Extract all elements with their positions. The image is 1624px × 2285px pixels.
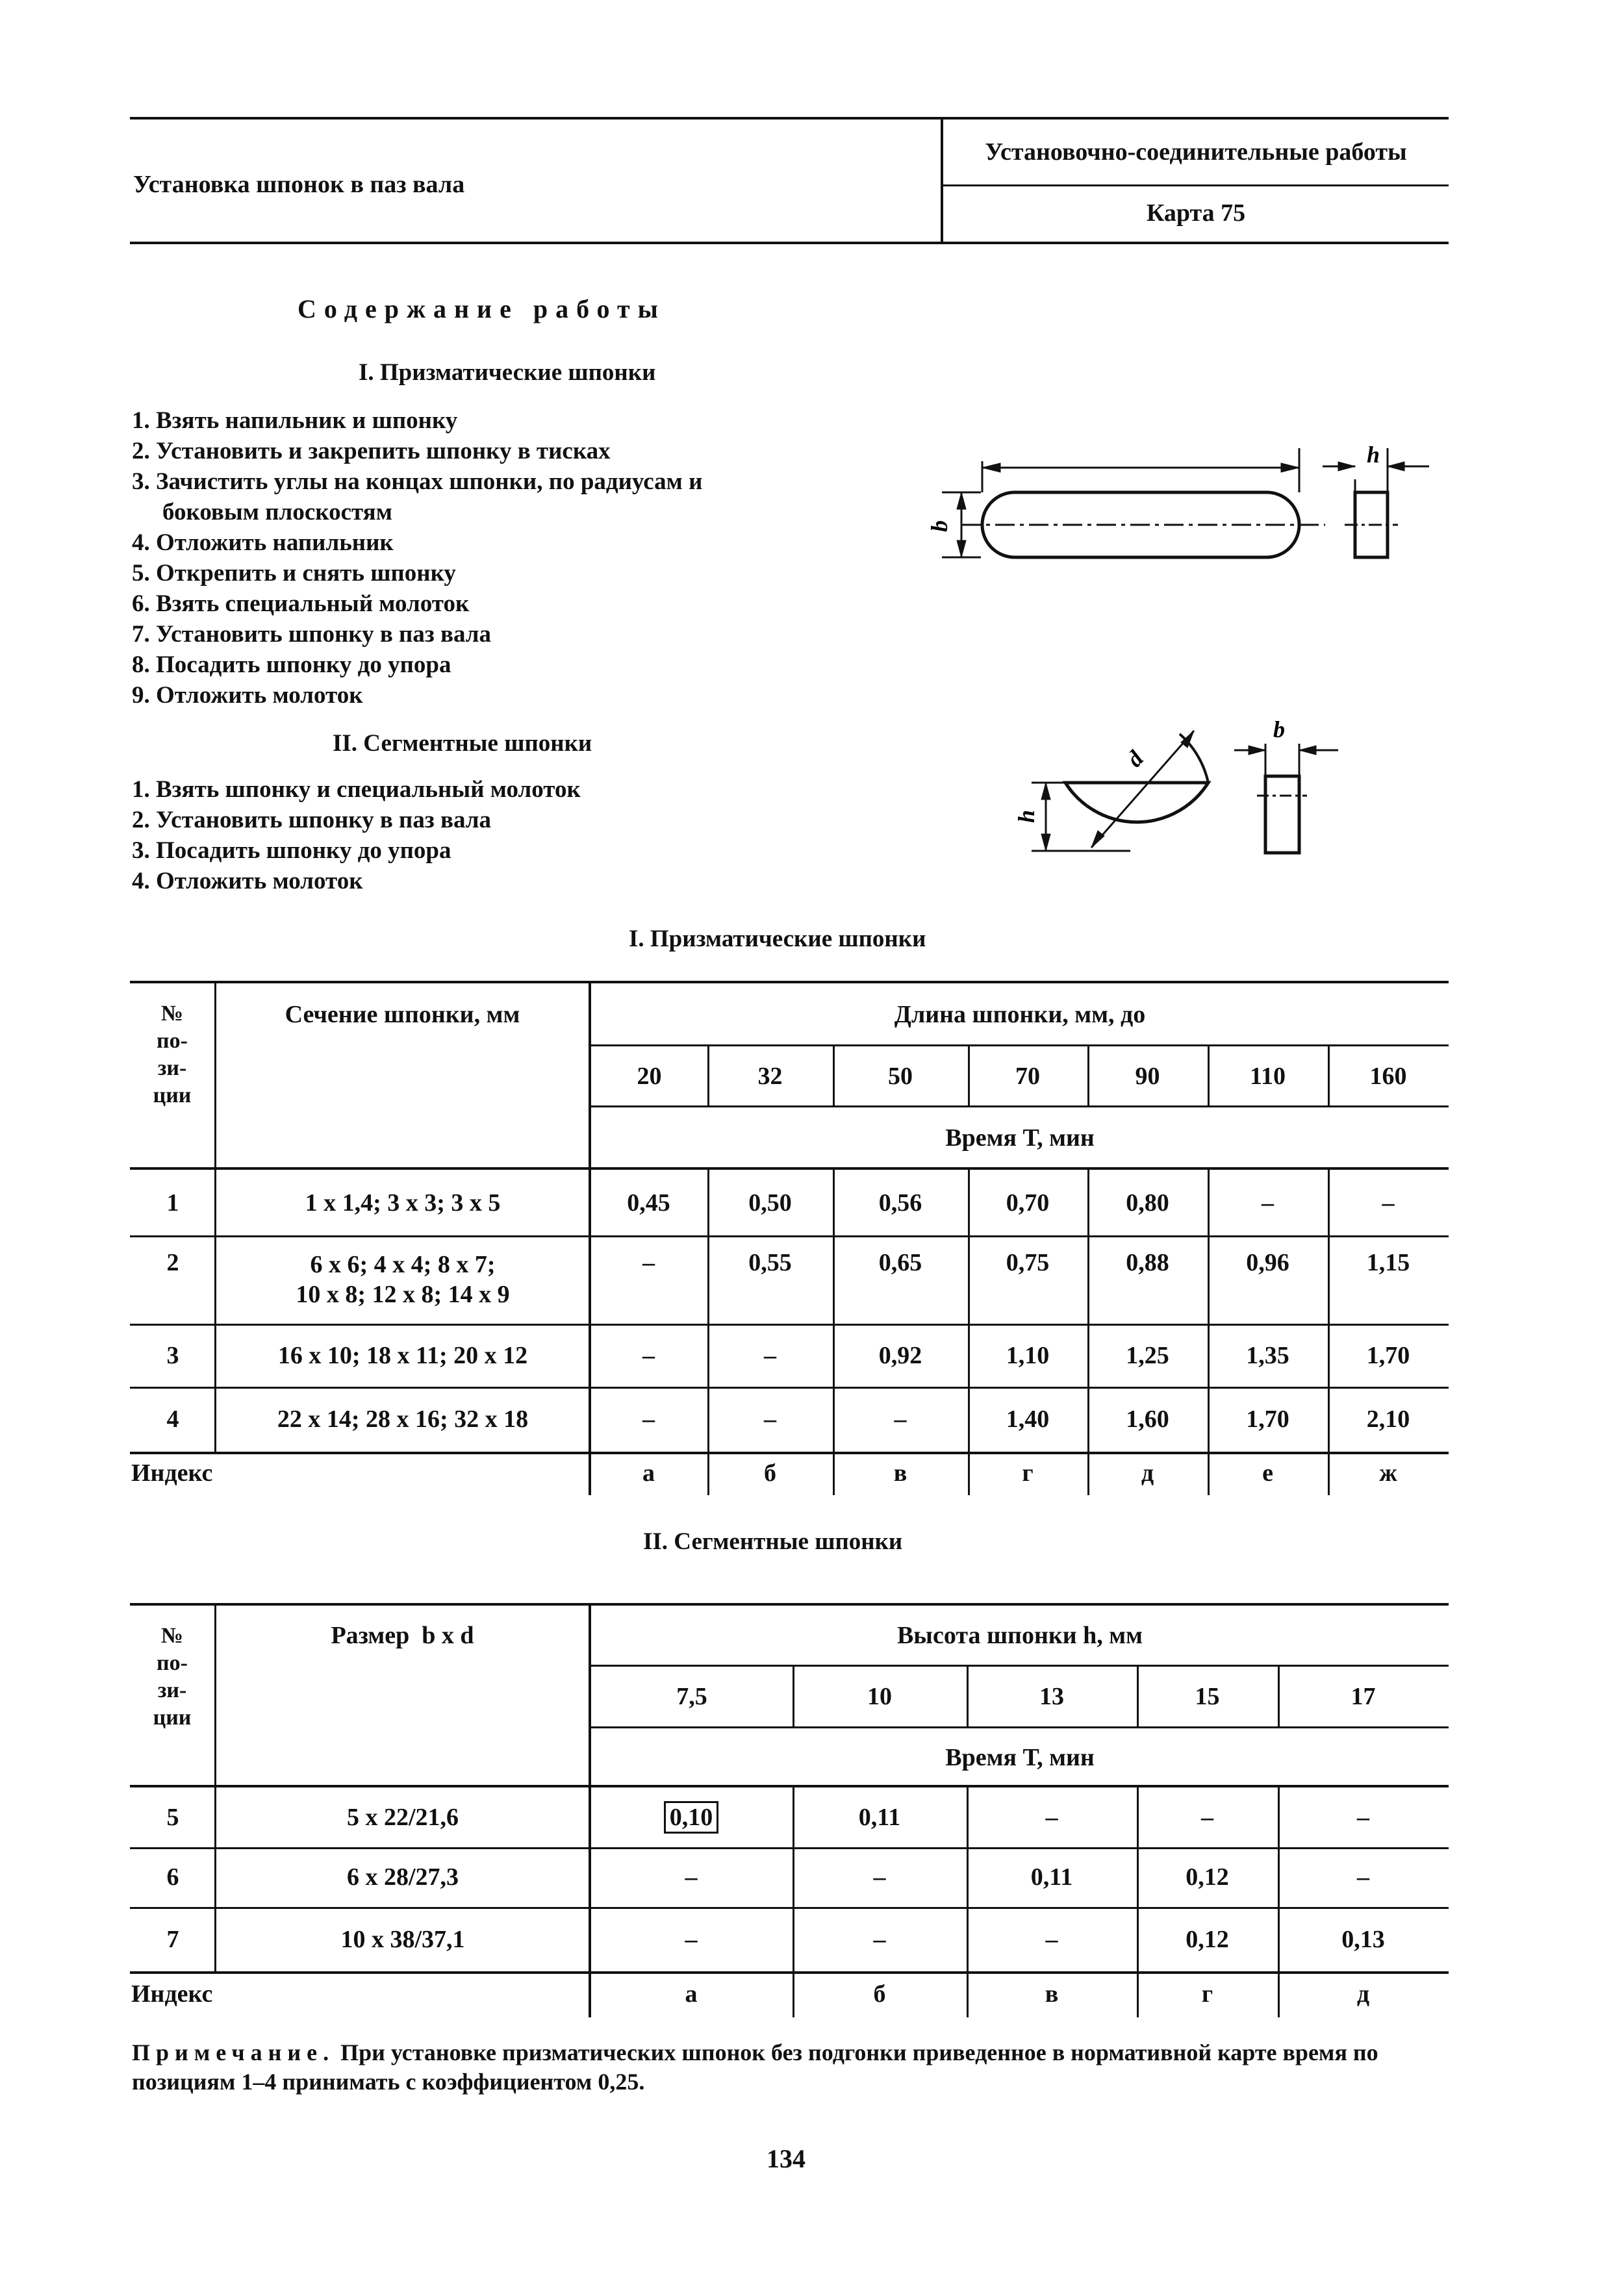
t1-value-cell: 0,55 bbox=[748, 1249, 792, 1276]
t1-group-header: Длина шпонки, мм, до bbox=[894, 1001, 1146, 1028]
t1-section-cell: 1 х 1,4; 3 х 3; 3 х 5 bbox=[305, 1189, 501, 1217]
note bbox=[132, 2038, 1449, 2097]
t1-value-cell: 0,45 bbox=[627, 1189, 670, 1217]
t1-value-cell: 1,15 bbox=[1366, 1249, 1410, 1276]
segment-key-diagram bbox=[1013, 718, 1351, 867]
table-row bbox=[130, 1387, 1449, 1452]
t2-value-cell: – bbox=[873, 1863, 886, 1891]
step-item: 4. Отложить молоток bbox=[132, 868, 363, 894]
t2-size-cell: 6 х 28/27,3 bbox=[346, 1863, 459, 1891]
t2-rule bbox=[130, 1603, 1449, 1606]
t2-value-cell: – bbox=[1201, 1804, 1213, 1831]
t2-size-cell: 5 х 22/21,6 bbox=[346, 1804, 459, 1831]
dim-label-b: b bbox=[1273, 718, 1285, 742]
t1-value-cell: 1,70 bbox=[1246, 1406, 1289, 1433]
t2-value-cell: – bbox=[1045, 1925, 1058, 1953]
length-cell: 160 bbox=[1369, 1062, 1407, 1090]
t2-size-cell: 10 х 38/37,1 bbox=[340, 1925, 465, 1953]
t2-value-cell: 0,13 bbox=[1341, 1925, 1385, 1953]
t1-time-header: Время Т, мин bbox=[945, 1124, 1095, 1152]
t1-index-cell: а bbox=[642, 1459, 655, 1487]
t1-value-cell: 1,60 bbox=[1126, 1406, 1169, 1433]
section1-title: I. Призматические шпонки bbox=[359, 359, 656, 386]
table-row bbox=[130, 1787, 1449, 1847]
t1-pos-cell: 4 bbox=[166, 1406, 179, 1433]
t1-pos-cell: 2 bbox=[166, 1249, 179, 1276]
step-item: боковым плоскостям bbox=[162, 499, 392, 525]
t2-index-cell: б bbox=[873, 1980, 886, 2008]
t1-rule bbox=[130, 981, 1449, 983]
note-text: При установке призматических шпонок без подгонки приведенное в нормативной карте время по позициям 1–4 принимать с коэффициентом 0,25. bbox=[132, 2039, 1378, 2095]
header-right-rule bbox=[943, 184, 1449, 186]
t2-value-cell: – bbox=[873, 1925, 886, 1953]
t2-rule bbox=[590, 1726, 1449, 1728]
t1-value-cell: – bbox=[642, 1406, 655, 1433]
t1-value-cell: – bbox=[642, 1249, 655, 1276]
t1-value-cell: – bbox=[764, 1341, 776, 1369]
t2-index-cell: в bbox=[1045, 1980, 1059, 2008]
t2-index-label: Индекс bbox=[131, 1980, 213, 2008]
t2-index-cell: а bbox=[685, 1980, 698, 2008]
length-cell: 20 bbox=[637, 1062, 662, 1090]
height-cell: 10 bbox=[867, 1683, 892, 1710]
t1-section-cell: 6 х 6; 4 х 4; 8 х 7; 10 х 8; 12 х 8; 14 х 9 bbox=[296, 1251, 510, 1308]
t1-value-cell: – bbox=[1382, 1189, 1395, 1217]
t1-index-cell: е bbox=[1262, 1459, 1273, 1487]
height-cell: 13 bbox=[1039, 1683, 1064, 1710]
highlighted-value: 0,10 bbox=[664, 1801, 719, 1834]
t1-value-cell: 0,50 bbox=[748, 1189, 792, 1217]
table-row bbox=[130, 1235, 1449, 1324]
step-item: 2. Установить шпонку в паз вала bbox=[132, 807, 492, 833]
t1-value-cell: – bbox=[1262, 1189, 1274, 1217]
segment-key-side bbox=[1265, 776, 1299, 853]
header-title: Установка шпонок в паз вала bbox=[133, 171, 465, 198]
t1-index-cell: в bbox=[893, 1459, 907, 1487]
t1-value-cell: 0,80 bbox=[1126, 1189, 1169, 1217]
table1-caption: I. Призматические шпонки bbox=[629, 926, 926, 952]
prismatic-key-diagram bbox=[909, 429, 1442, 578]
t2-value-cell bbox=[590, 1787, 793, 1847]
step-item: 5. Открепить и снять шпонку bbox=[132, 560, 456, 587]
t1-body bbox=[130, 1170, 1449, 1495]
t2-value-cell: – bbox=[1045, 1804, 1058, 1831]
t2-value-cell: – bbox=[685, 1925, 698, 1953]
t2-body bbox=[130, 1787, 1449, 2017]
height-cell: 15 bbox=[1195, 1683, 1220, 1710]
t2-heights-row bbox=[591, 1667, 1449, 1726]
step-item: 4. Отложить напильник bbox=[132, 529, 394, 556]
dim-label-h: h bbox=[1013, 809, 1039, 824]
t1-value-cell: 1,70 bbox=[1366, 1341, 1410, 1369]
dim-label-h: h bbox=[1367, 442, 1380, 468]
header-top-rule bbox=[130, 117, 1449, 120]
length-cell: 90 bbox=[1135, 1062, 1160, 1090]
t2-pos-cell: 6 bbox=[166, 1863, 179, 1891]
t1-value-cell: 0,92 bbox=[878, 1341, 922, 1369]
t1-index-cell: г bbox=[1022, 1459, 1034, 1487]
step-item: 3. Зачистить углы на концах шпонки, по радиусам и bbox=[132, 468, 703, 495]
t1-value-cell: – bbox=[764, 1406, 776, 1433]
t1-value-cell: 0,96 bbox=[1246, 1249, 1289, 1276]
t1-section-header: Сечение шпонки, мм bbox=[285, 1001, 520, 1028]
t2-size-header: Размер b х d bbox=[331, 1622, 474, 1649]
note-label: Примечание. bbox=[132, 2039, 335, 2065]
t1-pos-cell: 3 bbox=[166, 1341, 179, 1369]
t2-value-cell: 0,11 bbox=[1030, 1863, 1073, 1891]
t2-pos-cell: 7 bbox=[166, 1925, 179, 1953]
header-bottom-rule bbox=[130, 242, 1449, 244]
t1-value-cell: 1,35 bbox=[1246, 1341, 1289, 1369]
t2-value-cell: 0,12 bbox=[1186, 1925, 1229, 1953]
step-item: 3. Посадить шпонку до упора bbox=[132, 837, 451, 864]
t2-value-cell: – bbox=[685, 1863, 698, 1891]
table-row bbox=[130, 1324, 1449, 1387]
t1-value-cell: 0,88 bbox=[1126, 1249, 1169, 1276]
page-number: 134 bbox=[767, 2144, 806, 2173]
t1-index-label: Индекс bbox=[131, 1459, 213, 1487]
t1-value-cell: 0,75 bbox=[1006, 1249, 1050, 1276]
step-item: 8. Посадить шпонку до упора bbox=[132, 651, 451, 678]
section2-title: II. Сегментные шпонки bbox=[333, 730, 592, 757]
t1-rule bbox=[590, 1105, 1449, 1107]
step-item: 6. Взять специальный молоток bbox=[132, 590, 470, 617]
t1-pos-cell: 1 bbox=[166, 1189, 179, 1217]
t1-value-cell: 1,25 bbox=[1126, 1341, 1169, 1369]
index-row bbox=[130, 1971, 1449, 2017]
t1-value-cell: 1,10 bbox=[1006, 1341, 1050, 1369]
t1-value-cell: 1,40 bbox=[1006, 1406, 1050, 1433]
segment-key-body bbox=[1065, 783, 1208, 822]
t2-index-cell: г bbox=[1201, 1980, 1213, 2008]
step-item: 7. Установить шпонку в паз вала bbox=[132, 621, 492, 648]
t2-index-cell: д bbox=[1356, 1980, 1370, 2008]
table-row bbox=[130, 1847, 1449, 1907]
header-category: Установочно-соединительные работы bbox=[985, 138, 1407, 166]
table-row bbox=[130, 1170, 1449, 1235]
section2-steps bbox=[132, 774, 581, 896]
t1-index-cell: д bbox=[1141, 1459, 1154, 1487]
t1-section-cell: 22 х 14; 28 х 16; 32 х 18 bbox=[277, 1406, 529, 1433]
t2-value-cell: 0,12 bbox=[1186, 1863, 1229, 1891]
step-item: 1. Взять шпонку и специальный молоток bbox=[132, 776, 581, 803]
t1-lengths-row bbox=[591, 1046, 1449, 1105]
height-cell: 17 bbox=[1351, 1683, 1376, 1710]
t2-pos-cell: 5 bbox=[166, 1804, 179, 1831]
step-item: 1. Взять напильник и шпонку bbox=[132, 407, 458, 434]
step-item: 2. Установить и закрепить шпонку в тисках bbox=[132, 438, 611, 464]
table2-caption: II. Сегментные шпонки bbox=[643, 1528, 903, 1555]
table-row bbox=[130, 1907, 1449, 1971]
dim-label-b: b bbox=[926, 520, 952, 532]
t1-section-cell: 16 х 10; 18 х 11; 20 х 12 bbox=[277, 1341, 528, 1369]
length-cell: 50 bbox=[888, 1062, 913, 1090]
t1-value-cell: – bbox=[642, 1341, 655, 1369]
header-card-number: Карта 75 bbox=[1146, 199, 1246, 227]
length-cell: 32 bbox=[757, 1062, 783, 1090]
height-cell: 7,5 bbox=[676, 1683, 707, 1710]
t2-time-header: Время Т, мин bbox=[945, 1744, 1095, 1771]
t1-value-cell: – bbox=[894, 1406, 907, 1433]
length-cell: 70 bbox=[1015, 1062, 1040, 1090]
index-row bbox=[130, 1452, 1449, 1495]
step-item: 9. Отложить молоток bbox=[132, 682, 363, 709]
t1-pos-header: № по- зи- ции bbox=[153, 1002, 192, 1107]
t1-value-cell: 0,70 bbox=[1006, 1189, 1050, 1217]
t2-value-cell: – bbox=[1357, 1804, 1369, 1831]
t2-pos-header: № по- зи- ции bbox=[153, 1624, 192, 1730]
t1-index-cell: ж bbox=[1379, 1459, 1397, 1487]
t1-value-cell: 0,56 bbox=[878, 1189, 922, 1217]
t2-value-cell: – bbox=[1357, 1863, 1369, 1891]
length-cell: 110 bbox=[1250, 1062, 1286, 1090]
content-title: Содержание работы bbox=[298, 294, 666, 323]
t1-index-cell: б bbox=[764, 1459, 776, 1487]
section1-steps bbox=[132, 405, 702, 711]
t2-group-header: Высота шпонки h, мм bbox=[896, 1622, 1143, 1649]
t2-value-cell: 0,11 bbox=[858, 1804, 901, 1831]
t1-value-cell: 2,10 bbox=[1366, 1406, 1410, 1433]
t1-value-cell: 0,65 bbox=[878, 1249, 922, 1276]
dim-label-d: d bbox=[1121, 746, 1148, 772]
